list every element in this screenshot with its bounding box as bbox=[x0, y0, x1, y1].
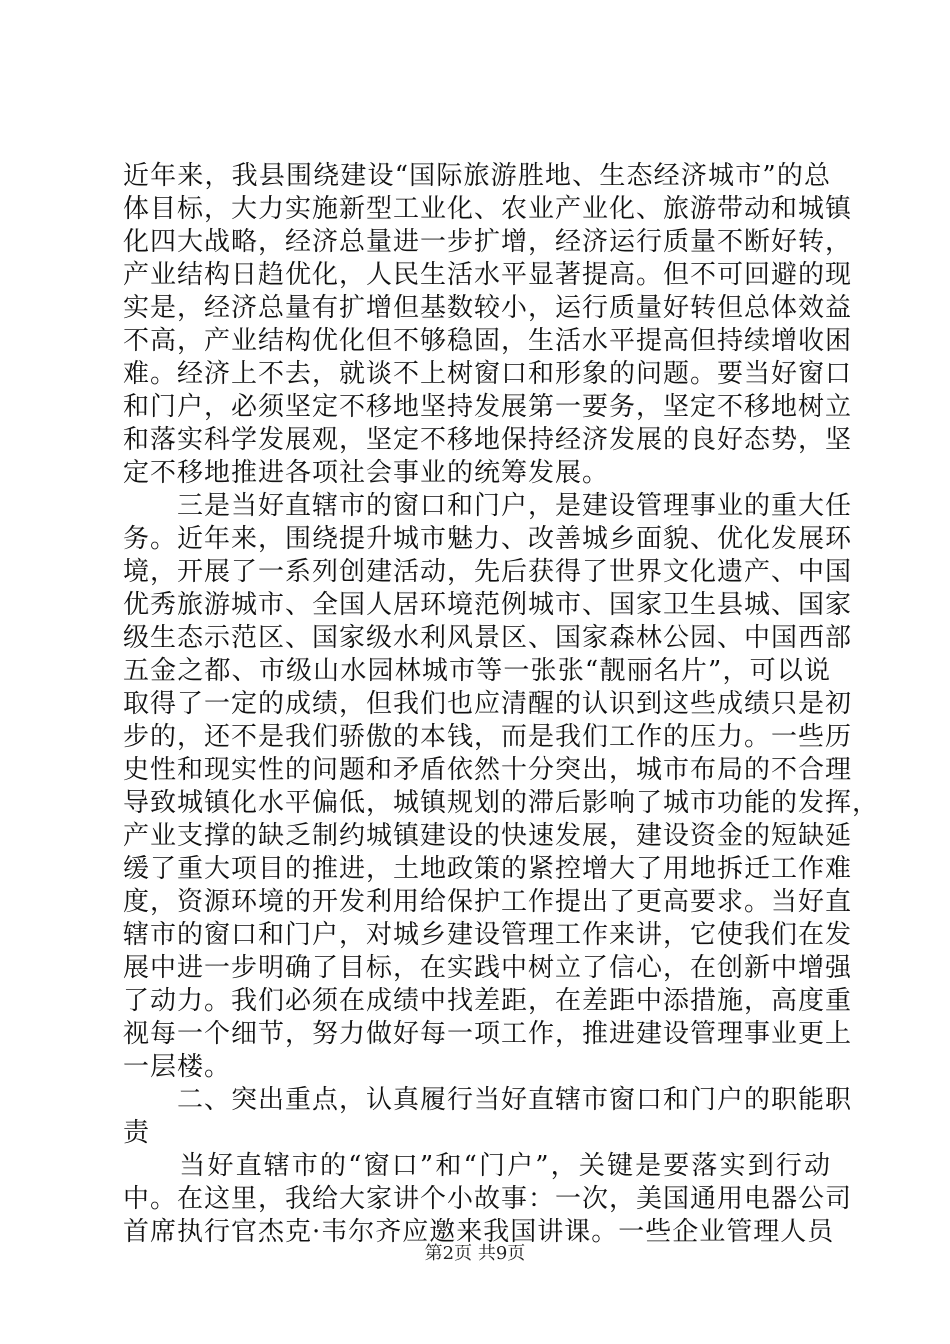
text-line: 优秀旅游城市、全国人居环境范例城市、国家卫生县城、国家 bbox=[123, 590, 853, 620]
text-line: 了动力。我们必须在成绩中找差距，在差距中添措施，高度重 bbox=[123, 986, 853, 1016]
text-line: 产业支撑的缺乏制约城镇建设的快速发展，建设资金的短缺延 bbox=[123, 821, 853, 851]
section-heading bbox=[123, 1084, 853, 1150]
text-line: 实是，经济总量有扩增但基数较小，运行质量好转但总体效益 bbox=[123, 293, 853, 323]
text-line: 度，资源环境的开发利用给保护工作提出了更高要求。当好直 bbox=[123, 887, 853, 917]
text-line: 定不移地推进各项社会事业的统筹发展。 bbox=[123, 458, 610, 488]
text-line: 级生态示范区、国家级水利风景区、国家森林公园、中国西部 bbox=[123, 623, 853, 653]
text-line: 务。近年来，围绕提升城市魅力、改善城乡面貌、优化发展环 bbox=[123, 524, 853, 554]
text-line: 史性和现实性的问题和矛盾依然十分突出，城市布局的不合理 bbox=[123, 755, 853, 785]
text-line: 不高，产业结构优化但不够稳固，生活水平提高但持续增收困 bbox=[123, 326, 853, 356]
paragraph-development bbox=[123, 160, 853, 490]
text-line: 二、突出重点，认真履行当好直辖市窗口和门户的职能职 bbox=[123, 1085, 853, 1115]
text-line: 三是当好直辖市的窗口和门户，是建设管理事业的重大任 bbox=[123, 491, 853, 521]
text-line: 取得了一定的成绩，但我们也应清醒的认识到这些成绩只是初 bbox=[123, 689, 853, 719]
text-line: 中。在这里，我给大家讲个小故事：一次，美国通用电器公司 bbox=[123, 1184, 853, 1214]
text-line: 导致城镇化水平偏低，城镇规划的滞后影响了城市功能的发挥， bbox=[123, 788, 880, 818]
text-line: 责 bbox=[123, 1118, 151, 1148]
text-line: 缓了重大项目的推进，土地政策的紧控增大了用地拆迁工作难 bbox=[123, 854, 853, 884]
text-line: 难。经济上不去，就谈不上树窗口和形象的问题。要当好窗口 bbox=[123, 359, 853, 389]
text-line: 步的，还不是我们骄傲的本钱，而是我们工作的压力。一些历 bbox=[123, 722, 853, 752]
text-line: 当好直辖市的“窗口”和“门户”，关键是要落实到行动 bbox=[123, 1151, 831, 1181]
paragraph-construction-management bbox=[123, 490, 880, 1084]
text-line: 视每一个细节，努力做好每一项工作，推进建设管理事业更上 bbox=[123, 1019, 853, 1049]
text-line: 展中进一步明确了目标，在实践中树立了信心，在创新中增强 bbox=[123, 953, 853, 983]
paragraph-story bbox=[123, 1150, 853, 1249]
text-line: 首席执行官杰克·韦尔齐应邀来我国讲课。一些企业管理人员 bbox=[123, 1217, 835, 1247]
body-text bbox=[123, 160, 880, 1249]
text-line: 化四大战略，经济总量进一步扩增，经济运行质量不断好转， bbox=[123, 227, 853, 257]
text-line: 体目标，大力实施新型工业化、农业产业化、旅游带动和城镇 bbox=[123, 194, 853, 224]
text-line: 和门户，必须坚定不移地坚持发展第一要务，坚定不移地树立 bbox=[123, 392, 853, 422]
text-line: 近年来，我县围绕建设“国际旅游胜地、生态经济城市”的总 bbox=[123, 161, 831, 191]
page-number-footer: 第2页 共9页 bbox=[424, 1243, 526, 1264]
text-line: 一层楼。 bbox=[123, 1052, 232, 1082]
text-line: 五金之都、市级山水园林城市等一张张“靓丽名片”，可以说 bbox=[123, 656, 831, 686]
text-line: 和落实科学发展观，坚定不移地保持经济发展的良好态势，坚 bbox=[123, 425, 853, 455]
text-line: 辖市的窗口和门户，对城乡建设管理工作来讲，它使我们在发 bbox=[123, 920, 853, 950]
text-line: 产业结构日趋优化，人民生活水平显著提高。但不可回避的现 bbox=[123, 260, 853, 290]
text-line: 境，开展了一系列创建活动，先后获得了世界文化遗产、中国 bbox=[123, 557, 853, 587]
